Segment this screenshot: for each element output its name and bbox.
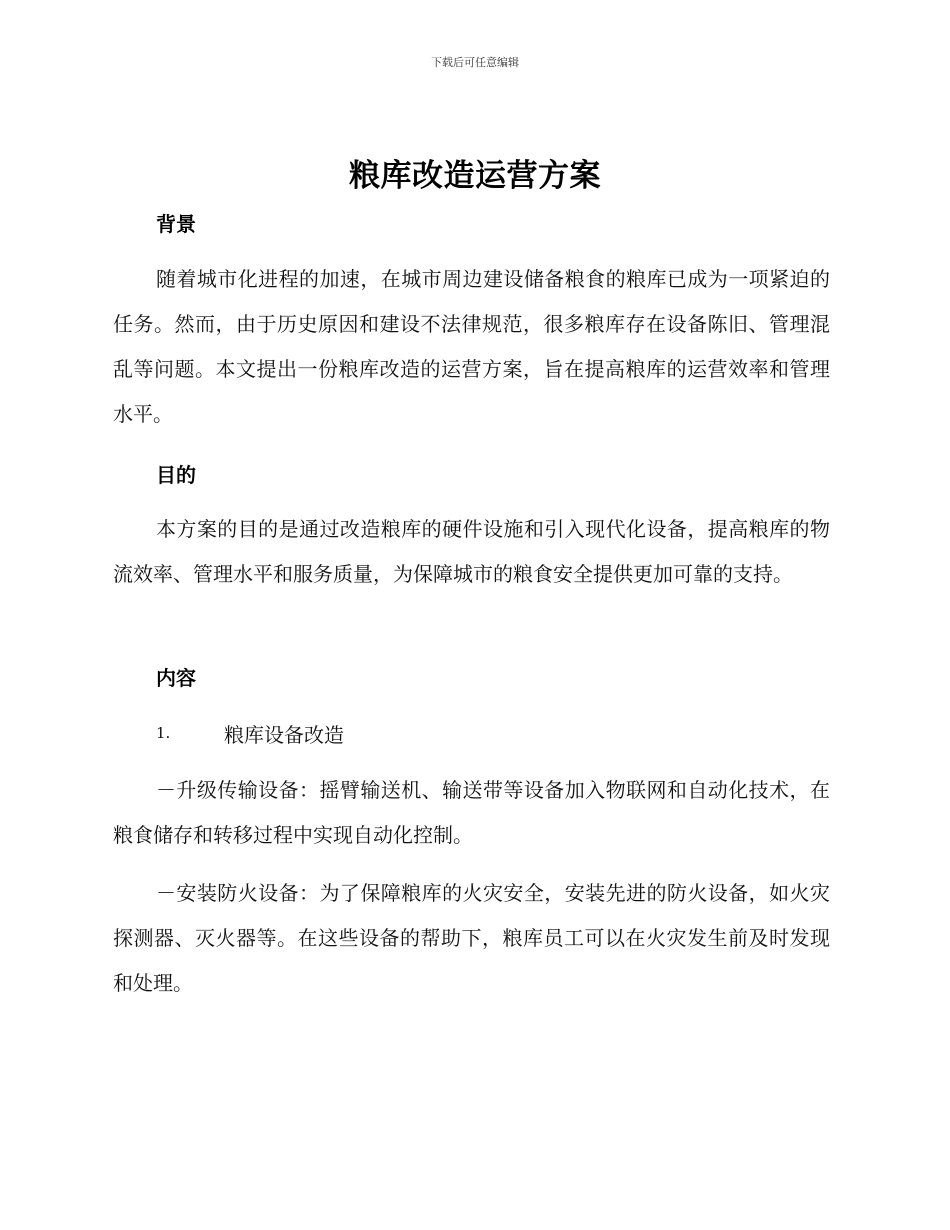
background-heading: 背景 [156,212,196,236]
content-heading: 内容 [156,666,196,690]
document-title: 粮库改造运营方案 [349,158,601,194]
header-note: 下载后可任意编辑 [431,56,519,69]
purpose-paragraph: 本方案的目的是通过改造粮库的硬件设施和引入现代化设备，提高粮库的物流效率、管理水平和服务质量，为保障城市的粮食安全提供更加可靠的支持。 [113,517,830,586]
purpose-heading: 目的 [156,463,196,487]
transport-equipment-paragraph: －升级传输设备：摇臂输送机、输送带等设备加入物联网和自动化技术，在粮食储存和转移过程中实现自动化控制。 [113,778,830,847]
list-item-label: 粮库设备改造 [224,722,344,747]
list-item-number: 1. [156,724,171,742]
background-paragraph: 随着城市化进程的加速，在城市周边建设储备粮食的粮库已成为一项紧迫的任务。然而，由于历史原因和建设不法律规范，很多粮库存在设备陈旧、管理混乱等问题。本文提出一份粮库改造的运营方案，旨在提高粮库的运营效率和管理水平。 [113,267,830,426]
list-item [156,717,344,749]
fire-equipment-paragraph: －安装防火设备：为了保障粮库的火灾安全，安装先进的防火设备，如火灾探测器、灭火器等。在这些设备的帮助下，粮库员工可以在火灾发生前及时发现和处理。 [113,881,830,995]
